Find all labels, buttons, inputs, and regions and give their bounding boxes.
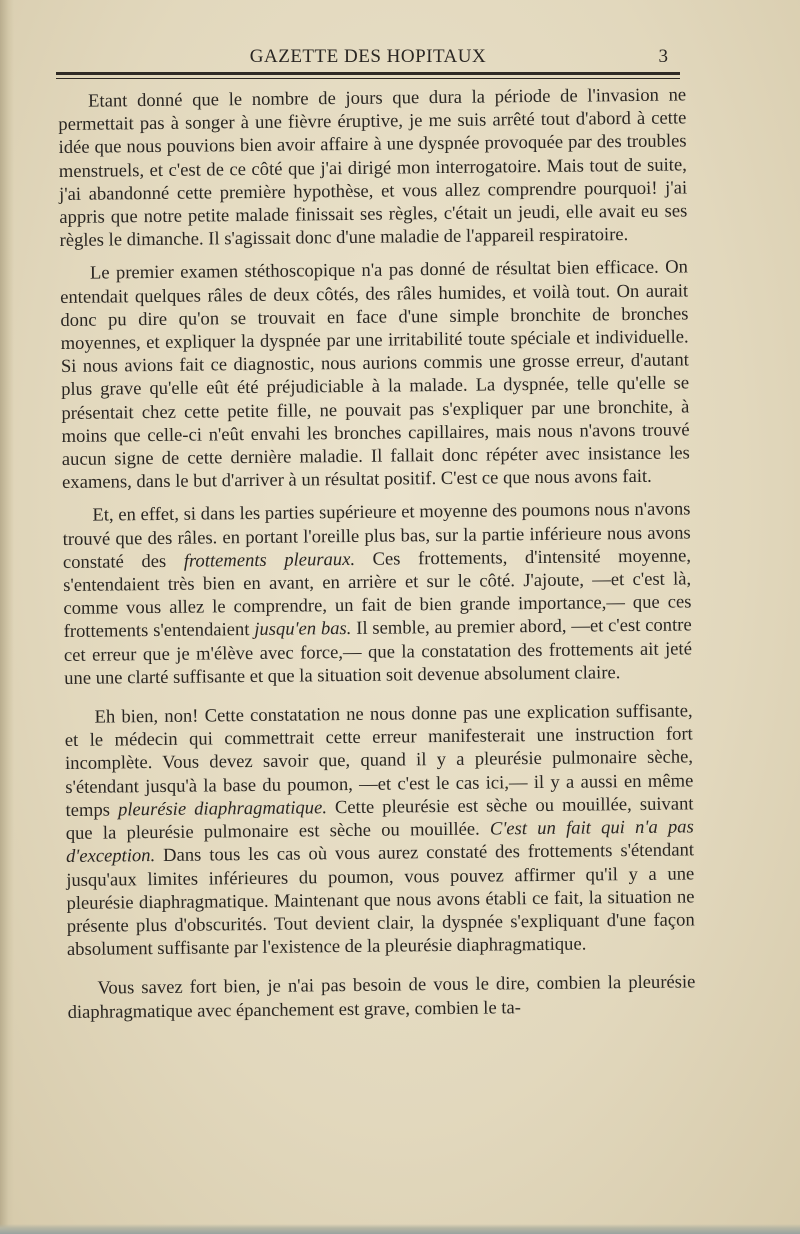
page-left-edge [0,0,14,1234]
running-header [56,44,680,70]
paragraph [64,699,695,961]
text-run: Dans tous les cas où vous aurez constaté des frottements s'étendant jusqu'aux limites inférieures du poumon, vous pouvez affirmer qu'il y a une pleurésie diaphragmatique. Maintenant que nous avons établi ce fait, la situation ne présente plus d'obscurités. Tout devient clair, la dyspnée s'expliquant d'une façon absolument suffisante par l'existence de la pleurésie diaphragmatique. [66,839,695,961]
header-rule-thick [56,72,680,75]
page-bottom-edge [0,1224,800,1234]
text-run: Etant donné que le nombre de jours que dura la période de l'invasion ne permettait pas à songer à une fièvre éruptive, je me suis arrêté tout d'abord à cette idée que nous pouvions bien avoir affaire à une dyspnée provoquée par des troubles menstruels, et c'est de ce côté que j'ai dirigé mon interrogatoire. Mais tout de suite, j'ai abandonné cette première hypothèse, et vous allez comprendre pourquoi! j'ai appris que notre petite malade finissait ses règles, c'était un jeudi, elle avait eu ses règles le dimanche. Il s'agissait donc d'une maladie de l'appareil respiratoire. [58,84,688,252]
journal-title: GAZETTE DES HOPITAUX [249,46,487,67]
italic-text-run: jusqu'en bas. [254,618,352,641]
italic-text-run: pleurésie diaphragmatique. [117,797,328,821]
paragraph [62,498,692,690]
text-run: Eh bien, non! Cette constatation ne nous donne pas une explication suffisante, et le médecin qui commettrait cette erreur manifesterait une instruction fort incomplète. Vous devez savoir que, quand il y a pleurésie pulmonaire sèche, s'étendant jusqu'à la base du poumon, —et c'est le cas ici,— il y a aussi en même temps [64,700,694,821]
paragraph [58,83,688,252]
article-body [58,83,696,1023]
page-number: 3 [658,46,668,67]
paragraph [60,256,690,495]
text-run: Cette pleurésie est sèche ou mouillée, suivant que la pleurésie pulmonaire est sèche ou mouillée. [65,793,694,845]
text-run: Le premier examen stéthoscopique n'a pas donné de résultat bien efficace. On entendait quelques râles de deux côtés, des râles humides, et voilà tout. On aurait donc pu dire qu'on se trouvait en face d'une simple bronchite de bronches moyennes, et expliquer la dyspnée par une irritabilité toute spéciale et individuelle. Si nous avions fait ce diagnostic, nous aurions commis une grosse erreur, d'autant plus grave qu'elle eût été préjudiciable à la malade. La dyspnée, telle qu'elle se présentait chez cette petite fille, ne pouvait pas s'expliquer par une bronchite, à moins que celle-ci n'eût envahi les bronches capillaires, mais nous n'avons trouvé aucun signe de cette dernière maladie. Il fallait donc répéter avec insistance les examens, dans le but d'arriver à un résultat positif. C'est ce que nous avons fait. [60,256,690,494]
text-run: Et, en effet, si dans les parties supérieure et moyenne des poumons nous n'avons trouvé que des râles. en portant l'oreille plus bas, sur la partie inférieure nous avons constaté des [62,498,691,573]
text-run: Ces frottements, d'intensité moyenne, s'entendaient très bien en avant, en arrière et sur le côté. J'ajoute, —et c'est là, comme vous allez le comprendre, un fait de bien grande importance,— que ces frottements s'entendaient [63,545,692,643]
italic-text-run: frottements pleuraux. [183,548,356,572]
header-rule-thin [56,78,680,79]
text-run: Il semble, au premier abord, —et c'est contre cet erreur que je m'élève avec force,— que la constatation des frottements ait jeté une une clarté suffisante et que la situation soit devenue absolument claire. [63,614,692,689]
paragraph [67,971,695,1024]
italic-text-run: C'est un fait qui n'a pas d'exception. [65,816,694,868]
text-run: Vous savez fort bien, je n'ai pas besoin de vous le dire, combien la pleurésie diaphragmatique avec épanchement est grave, combien le ta- [67,971,696,1023]
